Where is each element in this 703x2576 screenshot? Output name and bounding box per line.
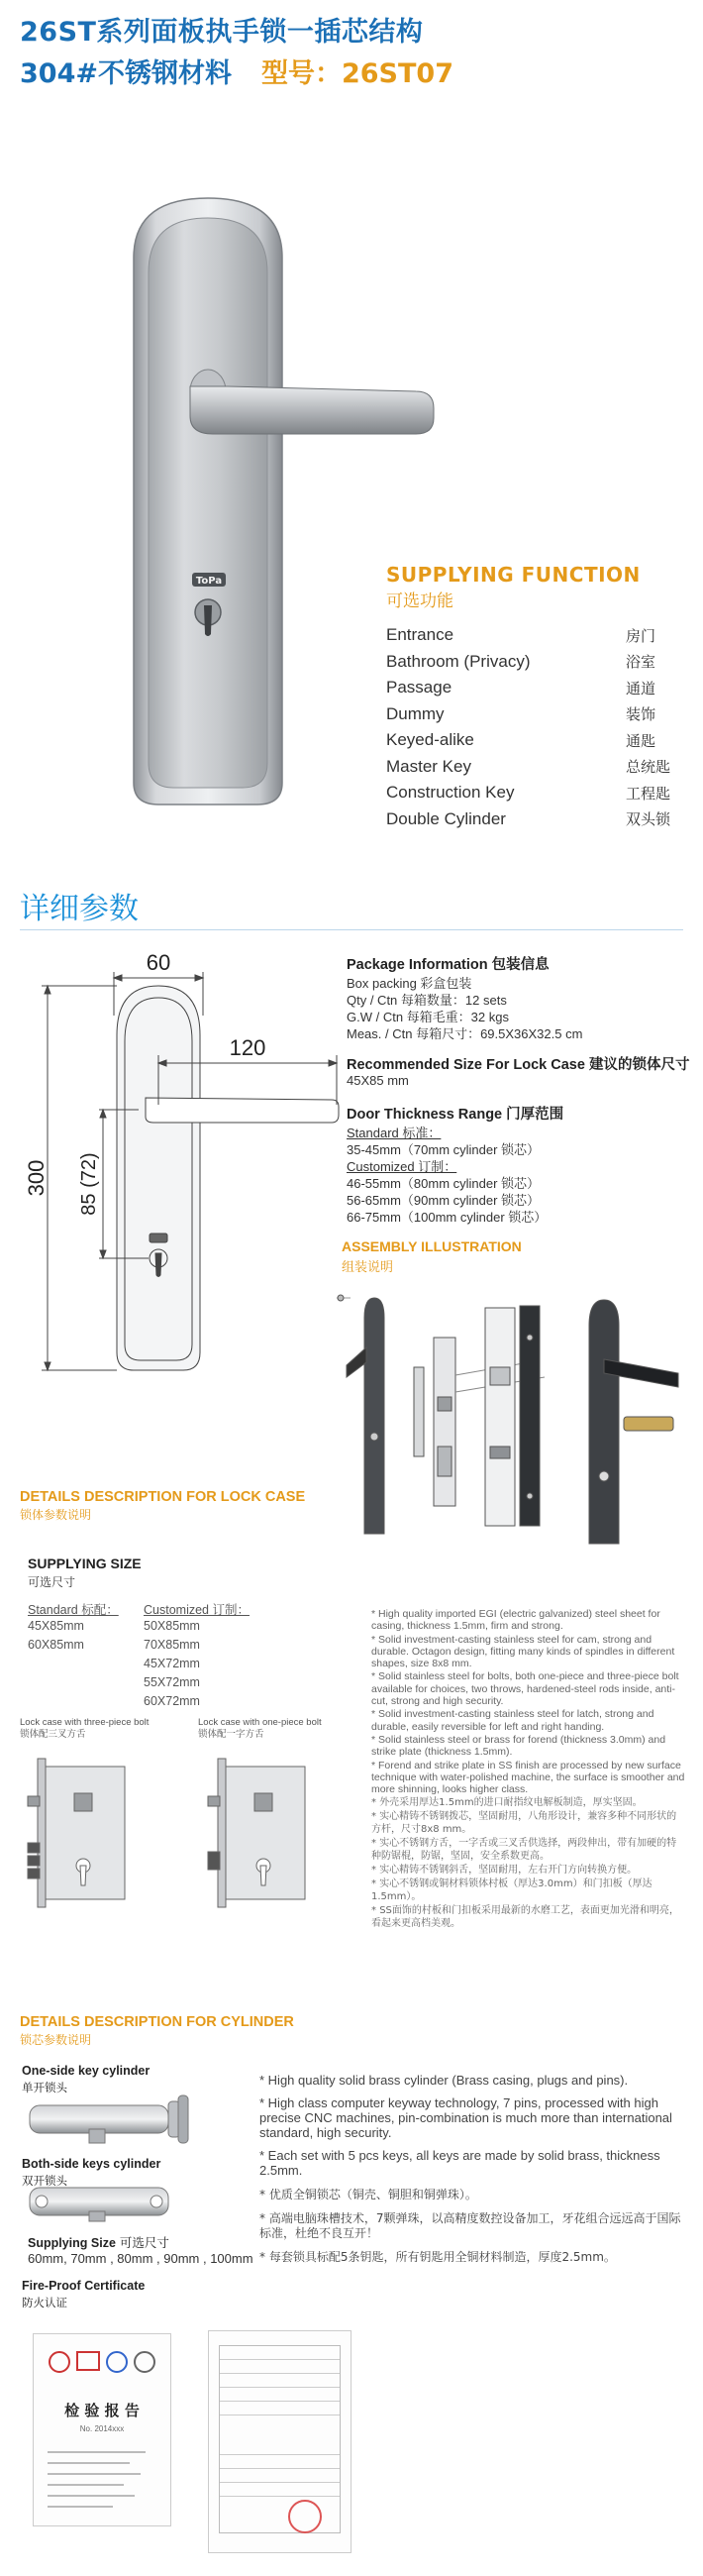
cylinder-bullet-zh: * 高端电脑珠槽技术，7颗弹珠，以高精度数控设备加工，牙花组合远远高于国际标准，杜绝不良互开！ — [259, 2210, 681, 2240]
cylinder-bullet-zh: * 每套锁具标配5条钥匙，所有钥匙用全铜材料制造，厚度2.5mm。 — [259, 2249, 616, 2264]
certificate-table — [219, 2345, 341, 2533]
one-side-cylinder-label: One-side key cylinder — [22, 2064, 151, 2078]
function-row — [386, 754, 683, 781]
keyhole-slot — [204, 605, 212, 636]
assembly-handle-left — [347, 1347, 366, 1377]
lockcase-subtitle: 锁体参数说明 — [20, 1508, 92, 1522]
door-thickness-heading: Door Thickness Range 门厚范围 — [347, 1107, 564, 1123]
function-row — [386, 675, 683, 701]
title-line-2 — [20, 52, 453, 90]
drawing-plate — [117, 986, 200, 1370]
custom-size: 55X72mm — [144, 1675, 200, 1689]
certificate-logos — [34, 2334, 172, 2394]
dimension-drawing — [24, 950, 347, 1392]
lockcase-bullet-zh: * 外壳采用厚达1.5mm的进口耐指纹电解板制造，厚实坚固。 — [371, 1797, 643, 1809]
package-line: Box packing 彩盒包装 — [347, 976, 472, 991]
lockcase-bullet: * Solid stainless steel for bolts, both one-piece and three-piece bolt available for choices, two throws, hardened-steel rods inside, anti-cut, strong and high security. — [371, 1670, 679, 1708]
package-line: G.W / Ctn 每箱毛重：32 kgs — [347, 1010, 509, 1024]
supplying-size-title: SUPPLYING SIZE — [28, 1556, 142, 1571]
custom-size-label: Customized 订制： — [144, 1603, 250, 1617]
door-custom-value: 56-65mm（90mm cylinder 锁芯） — [347, 1193, 541, 1208]
function-row — [386, 780, 683, 806]
function-zh: 通匙 — [626, 731, 656, 750]
package-line: Qty / Ctn 每箱数量：12 sets — [347, 993, 507, 1008]
assembly-subtitle: 组装说明 — [342, 1260, 394, 1275]
cylinder-title: DETAILS DESCRIPTION FOR CYLINDER — [20, 2014, 294, 2030]
lockcase-bullet: * High quality imported EGI (electric galvanized) steel sheet for casing, thickness 1.5mm, firm and strong. — [371, 1608, 660, 1633]
assembly-strike-plate — [414, 1367, 424, 1456]
function-en: Bathroom (Privacy) — [386, 651, 531, 671]
function-en: Passage — [386, 678, 452, 698]
lockcase-caption-2: Lock case with one-piece bolt — [198, 1717, 322, 1728]
detail-params-heading: 详细参数 — [20, 892, 139, 926]
function-row — [386, 649, 683, 676]
certificate-text-lines — [48, 2451, 156, 2508]
lockcase-size-value: 45X85 mm — [347, 1073, 409, 1088]
certificate-title: Fire-Proof Certificate — [22, 2279, 146, 2293]
lockcase-bullet-zh: * 实心不锈钢或铜材料锁体村板（厚达3.0mm）和门扣板（厚达1.5mm）。 — [371, 1878, 653, 1903]
dim-handle-label: 120 — [229, 1035, 266, 1060]
package-line: Meas. / Ctn 每箱尺寸：69.5X36X32.5 cm — [347, 1026, 583, 1041]
standard-size-label: Standard 标配： — [28, 1603, 119, 1617]
supplying-function-title: SUPPLYING FUNCTION — [386, 563, 641, 587]
lockcase1-forend — [38, 1759, 46, 1907]
assembly-cylinder — [624, 1417, 673, 1431]
cylinder-bullet-zh: * 优质全铜锁芯（铜壳、铜胆和铜弹珠）。 — [259, 2188, 477, 2201]
cylinder-bullet: * High class computer keyway technology, 7 pins, processed with high precise CNC machines, pin-combination is much more than international standard, high security. — [259, 2095, 672, 2140]
assembly-case-body — [485, 1308, 515, 1526]
door-custom-label: Customized 订制： — [347, 1159, 457, 1174]
assembly-plate-right — [589, 1300, 619, 1544]
drawing-logo — [150, 1234, 167, 1242]
cylinder-size-label: Supplying Size 可选尺寸 — [28, 2235, 169, 2250]
function-zh: 通道 — [626, 679, 656, 698]
assembly-lockcase — [434, 1338, 455, 1506]
dim-width-label: 60 — [146, 950, 171, 975]
lockcase-bullet: * Solid investment-casting stainless steel for cam, strong and durable. Octagon design, fitting many kinds of spindles in different shapes, size 8x8 mm. — [371, 1633, 675, 1670]
assembly-illustration — [337, 1278, 688, 1556]
standard-size: 45X85mm — [28, 1619, 84, 1633]
dim-center-label: 85 (72) — [78, 1152, 100, 1216]
door-custom-value: 66-75mm（100mm cylinder 锁芯） — [347, 1210, 548, 1225]
both-side-cylinder-label: Both-side keys cylinder — [22, 2157, 161, 2171]
function-zh: 房门 — [626, 626, 656, 645]
function-en: Entrance — [386, 625, 454, 645]
function-zh: 装饰 — [626, 705, 656, 724]
door-standard-value: 35-45mm（70mm cylinder 锁芯） — [347, 1142, 541, 1157]
lockcase-caption-1: Lock case with three-piece bolt — [20, 1717, 150, 1728]
function-zh: 总统匙 — [626, 758, 671, 777]
lock-plate-inner — [149, 218, 267, 788]
lockcase-bullet: * Forend and strike plate in SS finish are processed by new surface technique with water-polished machine, the surface is smoother and more shinning, looks higher class. — [371, 1759, 685, 1796]
cylinder-subtitle: 锁芯参数说明 — [20, 2033, 92, 2047]
lockcase-images — [20, 1749, 337, 1917]
lockcase-bullet-zh: * 实心不锈钢方舌，一字舌或三叉舌供选择，两段伸出，带有加硬的特种防锯棍，防锯，坚固，安全系数更高。 — [371, 1838, 677, 1863]
supplying-size-subtitle: 可选尺寸 — [28, 1575, 76, 1589]
function-list — [386, 622, 683, 832]
assembly-plate-left — [364, 1298, 384, 1534]
lockcase-bullet: * Solid stainless steel or brass for forend (thickness 3.0mm) and strike plate (thickness 1.5mm). — [371, 1733, 666, 1759]
lockcase-bullet: * Solid investment-casting stainless steel for latch, strong and durable, easily reversible for left and right handing. — [371, 1708, 654, 1733]
cylinder-bullet: * Each set with 5 pcs keys, all keys are made by solid brass, thickness 2.5mm. — [259, 2148, 660, 2178]
lockcase-caption-1-zh: 锁体配三叉方舌 — [20, 1729, 86, 1740]
lockcase-bullet-zh: * 实心精铸不锈钢斜舌，坚固耐用，左右开门方向转换方便。 — [371, 1865, 638, 1877]
model-label: 型号：26ST07 — [260, 58, 453, 89]
standard-size: 60X85mm — [28, 1638, 84, 1652]
certificate-report-title: 检 验 报 告 — [64, 2402, 140, 2419]
one-side-cylinder-label-zh: 单开锁头 — [22, 2081, 67, 2094]
function-zh: 双头锁 — [626, 810, 671, 829]
certificate-report-no: No. 2014xxx — [79, 2424, 125, 2433]
certificate-subtitle: 防火认证 — [22, 2296, 67, 2309]
divider — [20, 929, 683, 930]
assembly-title: ASSEMBLY ILLUSTRATION — [342, 1238, 522, 1254]
dim-height-label: 300 — [24, 1159, 49, 1197]
lockcase-bullets — [371, 1608, 686, 1931]
cylinder-bullets — [259, 2073, 685, 2273]
certificate-stamp — [288, 2500, 322, 2533]
function-en: Keyed-alike — [386, 730, 474, 750]
function-zh: 浴室 — [626, 653, 656, 672]
cylinder-sizes: 60mm, 70mm , 80mm , 90mm , 100mm — [28, 2251, 253, 2266]
custom-size: 45X72mm — [144, 1657, 200, 1670]
cylinder-bullet: * High quality solid brass cylinder (Brass casing, plugs and pins). — [259, 2073, 629, 2088]
drawing-handle — [146, 1098, 339, 1123]
function-en: Construction Key — [386, 783, 515, 803]
supplying-function-subtitle: 可选功能 — [386, 591, 453, 611]
door-custom-value: 46-55mm（80mm cylinder 锁芯） — [347, 1176, 541, 1191]
material-label: 304#不锈钢材料 — [20, 58, 232, 89]
function-en: Dummy — [386, 703, 445, 723]
function-row — [386, 622, 683, 649]
certificate-page-2 — [208, 2330, 352, 2553]
function-zh: 工程匙 — [626, 784, 671, 803]
lockcase-size-heading: Recommended Size For Lock Case 建议的锁体尺寸 — [347, 1057, 690, 1073]
lockcase-caption-2-zh: 锁体配一字方舌 — [198, 1729, 264, 1740]
custom-size: 60X72mm — [144, 1694, 200, 1708]
package-heading: Package Information 包装信息 — [347, 957, 550, 973]
both-side-cylinder-label-zh: 双开锁头 — [22, 2174, 67, 2188]
custom-size: 50X85mm — [144, 1619, 200, 1633]
function-row — [386, 727, 683, 754]
lockcase-title: DETAILS DESCRIPTION FOR LOCK CASE — [20, 1489, 306, 1505]
function-en: Master Key — [386, 756, 471, 776]
lockcase-bullet-zh: * 实心精铸不锈钢拨芯，坚固耐用，八角形设计，兼容多种不同形状的方杆，尺寸8x8 mm。 — [371, 1811, 677, 1836]
lever-handle — [190, 386, 434, 434]
lockcase-bullet-zh: * SS面饰的村板和门扣板采用最新的水磨工艺，表面更加光滑和明亮，看起来更高档美观。 — [371, 1905, 679, 1930]
custom-size: 70X85mm — [144, 1638, 200, 1652]
function-en: Double Cylinder — [386, 808, 506, 828]
lock-logo-text: ToPa — [195, 576, 223, 587]
function-row — [386, 701, 683, 728]
lockcase2-forend — [218, 1759, 226, 1907]
function-row — [386, 806, 683, 833]
certificate-page-1 — [33, 2333, 171, 2526]
title-line-1: 26ST系列面板执手锁一插芯结构 — [20, 17, 424, 48]
door-standard-label: Standard 标准： — [347, 1126, 442, 1140]
